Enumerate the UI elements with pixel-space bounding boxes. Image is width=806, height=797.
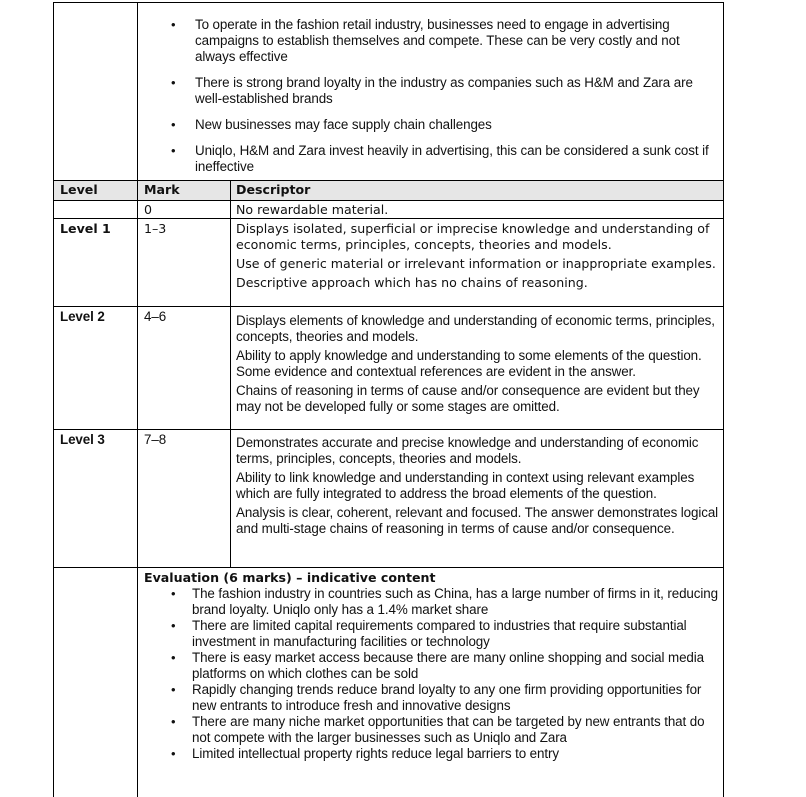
column-divider [137,3,138,180]
knowledge-bullet-list [139,17,709,175]
column-divider [230,430,231,567]
mark-range: 7–8 [144,432,167,447]
column-divider [230,307,231,429]
knowledge-bullet: • To operate in the fashion retail industry, businesses need to engage in advertising campaigns to establish themselves and compete. These can be very costly and not always effective [139,17,709,65]
evaluation-bullet: • The fashion industry in countries such as China, has a large number of firms in it, reducing brand loyalty. Uniqlo only has a 1.4% market share [144,586,719,618]
header-mark: Mark [144,182,180,197]
knowledge-section-row [53,2,724,180]
descriptor-text: Displays isolated, superficial or imprecise knowledge and understanding of economic terms, principles, concepts, theories and models. [236,221,710,252]
descriptor-text: Ability to apply knowledge and understanding to some elements of the question. Some evidence and contextual references are evident in the answer. [236,348,702,379]
descriptor-cell [236,221,722,294]
column-divider [230,181,231,200]
descriptor-text: Chains of reasoning in terms of cause and/or consequence are evident but they may not be developed fully or some stages are omitted. [236,383,700,414]
descriptor-cell [236,435,720,540]
level-label: Level 2 [60,309,105,324]
descriptor-text: No rewardable material. [236,202,389,217]
descriptor-cell [236,202,720,218]
knowledge-content-cell [139,17,709,175]
descriptor-text: Use of generic material or irrelevant information or inappropriate examples. [236,256,716,271]
mark-range: 1–3 [144,221,167,236]
level-label: Level 1 [60,221,111,236]
knowledge-bullet: • New businesses may face supply chain challenges [139,117,709,133]
descriptor-text: Demonstrates accurate and precise knowledge and understanding of economic terms, principles, concepts, theories and models. [236,435,699,466]
evaluation-bullet: • There is easy market access because there are many online shopping and social media platforms on which clothes can be sold [144,650,719,682]
column-divider [137,181,138,200]
column-divider [137,201,138,218]
mark-range: 0 [144,202,153,217]
evaluation-heading: Evaluation (6 marks) – indicative content [144,570,436,585]
column-divider [137,219,138,306]
level-label: Level 3 [60,432,105,447]
evaluation-content-cell [144,570,719,762]
table-row [53,200,724,218]
evaluation-bullet-list [144,586,719,762]
evaluation-bullet: • Limited intellectual property rights reduce legal barriers to entry [144,746,719,762]
descriptor-text: Ability to link knowledge and understanding in context using relevant examples which are fully integrated to address the broad elements of the question. [236,470,695,501]
column-divider [137,568,138,797]
descriptor-text: Analysis is clear, coherent, relevant and focused. The answer demonstrates logical and multi-stage chains of reasoning in terms of cause and/or consequence. [236,505,719,536]
column-divider [230,219,231,306]
evaluation-bullet: • There are many niche market opportunities that can be targeted by new entrants that do not compete with the larger businesses such as Uniqlo and Zara [144,714,719,746]
descriptor-text: Displays elements of knowledge and understanding of economic terms, principles, concepts, theories and models. [236,313,715,344]
knowledge-bullet: • Uniqlo, H&M and Zara invest heavily in advertising, this can be considered a sunk cost if ineffective [139,143,709,175]
column-divider [230,201,231,218]
knowledge-bullet: • There is strong brand loyalty in the industry as companies such as H&M and Zara are well-established brands [139,75,709,107]
mark-range: 4–6 [144,309,167,324]
column-divider [137,430,138,567]
evaluation-bullet: • There are limited capital requirements compared to industries that require substantial investment in manufacturing facilities or technology [144,618,719,650]
descriptor-text: Descriptive approach which has no chains of reasoning. [236,275,588,290]
levels-table-header [53,180,724,200]
table-row [53,429,724,567]
header-descriptor: Descriptor [236,182,311,197]
descriptor-cell [236,313,720,418]
evaluation-section-row [53,567,724,797]
header-level: Level [60,182,98,197]
column-divider [137,307,138,429]
evaluation-bullet: • Rapidly changing trends reduce brand loyalty to any one firm providing opportunities for new entrants to introduce fresh and innovative designs [144,682,719,714]
table-row [53,306,724,429]
table-row [53,218,724,306]
